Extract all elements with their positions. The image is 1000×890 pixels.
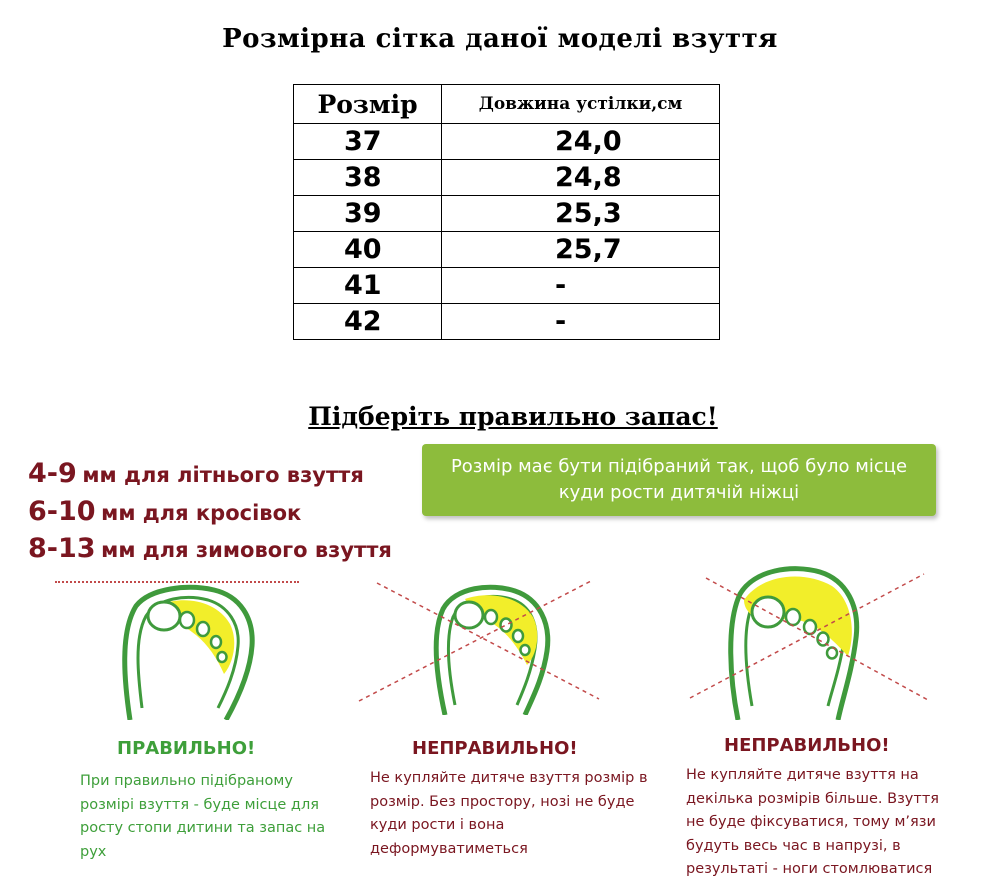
header-size: Розмір: [294, 85, 442, 124]
size-cell: 42: [294, 304, 442, 340]
allowance-text: мм для кросівок: [101, 501, 302, 525]
foot-too-small-illustration: [355, 575, 605, 715]
table-row: [294, 124, 720, 160]
length-cell: 24,0: [442, 124, 720, 160]
allowance-range: 4-9: [28, 458, 77, 489]
section-subtitle: Підберіть правильно запас!: [308, 402, 718, 431]
verdict-correct: ПРАВИЛЬНО!: [117, 738, 256, 759]
table-row: [294, 232, 720, 268]
verdict-incorrect-same-size: НЕПРАВИЛЬНО!: [412, 738, 578, 759]
table-row: [294, 160, 720, 196]
table-row: [294, 196, 720, 232]
allowance-text: мм для зимового взуття: [101, 538, 392, 562]
table-header-row: [294, 85, 720, 124]
length-cell: 24,8: [442, 160, 720, 196]
page-title: Розмірна сітка даної моделі взуття: [222, 24, 778, 54]
verdict-incorrect-too-big: НЕПРАВИЛЬНО!: [724, 735, 890, 756]
allowance-text: мм для літнього взуття: [82, 463, 364, 487]
table-row: [294, 304, 720, 340]
header-insole-length: Довжина устілки,см: [442, 85, 720, 124]
dotted-guide-line: [55, 581, 299, 583]
allowance-winter: [28, 533, 392, 564]
table-row: [294, 268, 720, 304]
length-cell: 25,3: [442, 196, 720, 232]
foot-correct-illustration: [112, 584, 262, 720]
size-cell: 39: [294, 196, 442, 232]
allowance-sneakers: [28, 496, 301, 527]
size-cell: 38: [294, 160, 442, 196]
callout-text: Розмір має бути підібраний так, щоб було місце куди рости дитячій ніжці: [450, 456, 908, 503]
callout-box: [422, 444, 936, 516]
foot-too-big-illustration: [682, 560, 932, 720]
size-cell: 37: [294, 124, 442, 160]
size-table: [293, 84, 720, 340]
description-same-size: Не купляйте дитяче взуття розмір в розмір. Без простору, нозі не буде куди рости і вона деформуватиметься: [370, 770, 648, 857]
size-cell: 41: [294, 268, 442, 304]
length-cell: 25,7: [442, 232, 720, 268]
length-cell: -: [442, 304, 720, 340]
allowance-range: 6-10: [28, 496, 96, 527]
allowance-range: 8-13: [28, 533, 96, 564]
size-cell: 40: [294, 232, 442, 268]
allowance-summer: [28, 458, 364, 489]
description-too-big: Не купляйте дитяче взуття на декілька розмірів більше. Взуття не буде фіксуватися, тому м’язи будуть весь час в напрузі, в результаті - ноги стомлюватися: [686, 767, 939, 877]
description-correct: При правильно підібраному розмірі взуття - буде місце для росту стопи дитини та запас на рух: [80, 773, 326, 860]
length-cell: -: [442, 268, 720, 304]
